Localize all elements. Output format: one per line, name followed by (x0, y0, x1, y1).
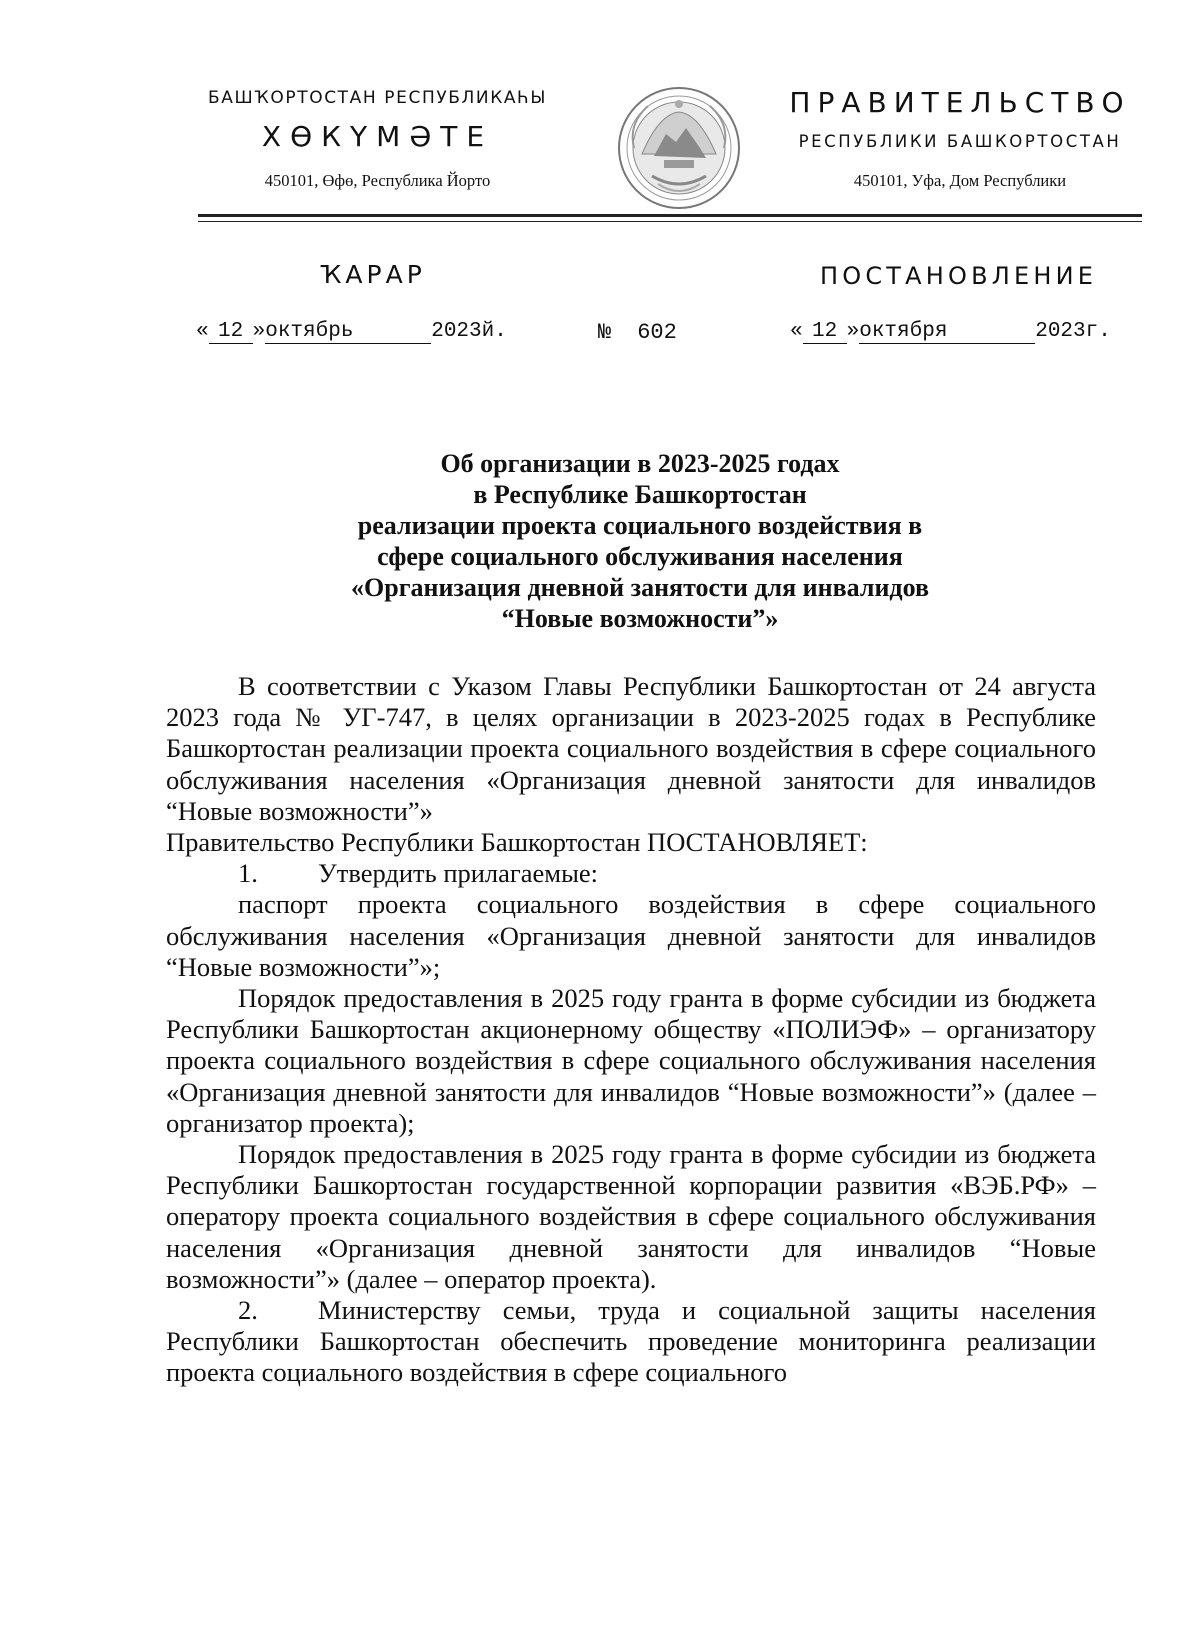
number-sign: № (598, 320, 612, 345)
body-intro-tail: Правительство Республики Башкортостан ПОСТАНОВЛЯЕТ: (166, 827, 868, 858)
date-left-close-quote: » (252, 320, 266, 343)
header-right-address: 450101, Уфа, Дом Республики (853, 171, 1067, 190)
header-left-republic: БАШҠОРТОСТАН РЕСПУБЛИКАҺЫ (207, 88, 548, 108)
document-body (166, 671, 1096, 1389)
date-right (790, 320, 1111, 344)
item-2 (166, 1295, 1096, 1389)
date-right-day: 12 (803, 321, 847, 344)
date-right-open-quote: « (790, 320, 803, 343)
date-right-month: октября (859, 321, 1035, 344)
title-line: в Республике Башкортостан (473, 480, 807, 509)
item-1-number: 1. (238, 858, 258, 889)
date-left-open-quote: « (196, 320, 209, 343)
header-divider-thick (198, 214, 1142, 217)
coat-of-arms-emblem (614, 84, 744, 212)
doc-kind-bashkir: ҠАРАР (320, 260, 426, 289)
item-1-text: Утвердить прилагаемые: (318, 858, 599, 889)
title-line: сфере социального обслуживания населения (377, 542, 903, 571)
date-left (196, 320, 507, 344)
header-left-government: ХӨКҮМӘТЕ (261, 120, 494, 153)
item-1-procedure-organizer: Порядок предоставления в 2025 году гранта в форме субсидии из бюджета Республики Башкортостан акционерному обществу «ПОЛИЭФ» – организатору проекта социального воздействия в сфере социального обслуживания населения «Организация дневной занятости для инвалидов “Новые возможности”» (далее – организатор проекта); (166, 983, 1096, 1138)
date-right-year: 2023г. (1035, 320, 1111, 343)
item-1-procedure-operator: Порядок предоставления в 2025 году гранта в форме субсидии из бюджета Республики Башкортостан государственной корпорации развития «ВЭБ.РФ» – оператору проекта социального воздействия в сфере социального обслуживания населения «Организация дневной занятости для инвалидов “Новые возможности”» (далее – оператор проекта). (166, 1139, 1096, 1294)
title-line: реализации проекта социального воздействия в (357, 511, 923, 540)
number-value: 602 (637, 320, 677, 345)
date-left-day: 12 (209, 321, 253, 344)
item-2-number: 2. (238, 1295, 258, 1326)
title-line: «Организация дневной занятости для инвалидов (351, 573, 929, 602)
date-right-close-quote: » (846, 320, 860, 343)
doc-kind-russian: ПОСТАНОВЛЕНИЕ (820, 262, 1098, 290)
header-right-block (780, 88, 1140, 191)
header-left-address: 450101, Өфө, Республика Йорто (264, 171, 491, 190)
body-intro: В соответствии с Указом Главы Республики Башкортостан от 24 августа 2023 года № УГ-747, в целях организации в 2023-2025 годах в Республике Башкортостан реализации проекта социального воздействия в сфере социального обслуживания населения «Организация дневной занятости для инвалидов “Новые возможности”» (166, 671, 1096, 826)
date-left-month: октябрь (265, 321, 431, 344)
item-1-passport: паспорт проекта социального воздействия в сфере социального обслуживания населения «Организация дневной занятости для инвалидов “Новые возможности”»; (166, 889, 1096, 982)
date-left-year: 2023й. (431, 320, 507, 343)
title-line: Об организации в 2023-2025 годах (440, 449, 840, 478)
item-2-text: Министерству семьи, труда и социальной защиты населения Республики Башкортостан обеспечить проведение мониторинга реализации проекта социального воздействия в сфере социального (166, 1295, 1096, 1388)
header-divider-thin (198, 221, 1142, 222)
document-title (170, 448, 1110, 634)
item-1 (166, 858, 1096, 889)
title-line: “Новые возможности”» (501, 604, 779, 633)
document-number (598, 320, 677, 345)
header-right-republic: РЕСПУБЛИКИ БАШКОРТОСТАН (798, 132, 1122, 151)
header-right-government: ПРАВИТЕЛЬСТВО (789, 86, 1131, 119)
header-left-block (195, 88, 560, 191)
